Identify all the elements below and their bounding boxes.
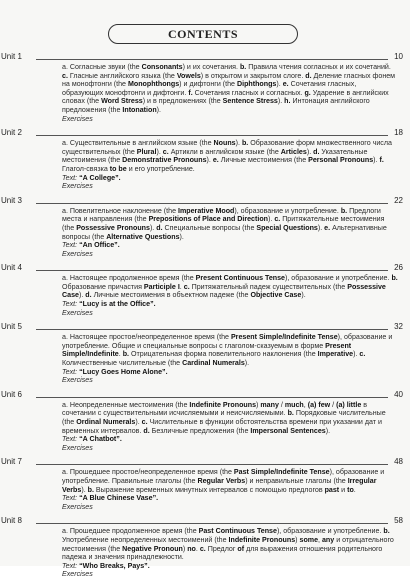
unit-entry-3[interactable] [0, 194, 410, 262]
unit-description: a. Согласные звуки (the Consonants) и их сочетания. b. Правила чтения согласных и их сочетаний. c. Гласные английского языка (the Vowels) в открытом и закрытом слоге. d. Деление гласных фонем на монофтонги (the Monophthongs) и дифтонги (the Diphthongs). e. Сочетания гласных, образующих монофтонги и дифтонги. f. Сочетания гласных и согласных. g. Ударение в английских словах (the Word Stress) и в предложениях (the Sentence Stress). h. Интонация английского предложения (the Intonation). Exercises [62, 63, 398, 126]
unit-description: a. Настоящее простое/неопределенное время (the Present Simple/Indefinite Tense), образование и употребление. Общие и специальные вопросы с глаголом-сказуемым в форме Present Simple/Indefinite. b. Отрицательная форма повелительного наклонения (the Imperative). c. Количественные числительные (the Cardinal Numerals). Text: “Lucy Goes Home Alone”. Exercises [62, 333, 398, 388]
reading-text [62, 300, 398, 309]
unit-heading [0, 514, 410, 527]
unit-heading [0, 261, 410, 274]
leader-line [36, 523, 388, 524]
unit-description: a. Настоящее продолженное время (the Present Continuous Tense), образование и употребление. b. Образование причастия Participle I. c. Притяжательный падеж существительных (the Possessive Case). d. Личные местоимения в объектном падеже (the Objective Case). Text: “Lucy is at the Office”. Exercises [62, 274, 398, 320]
text-prefix: Text: [62, 367, 78, 376]
unit-page-number: 22 [394, 195, 403, 205]
reading-text [62, 174, 398, 183]
exercises-label: Exercises [62, 570, 93, 579]
exercises-label: Exercises [62, 443, 93, 452]
contents-list [0, 50, 410, 582]
text-prefix: Text: [62, 561, 78, 570]
unit-entry-1[interactable] [0, 50, 410, 126]
leader-line [36, 270, 388, 271]
unit-description: a. Неопределенные местоимения (the Indefinite Pronouns) many / much, (a) few / (a) little в сочетании с существительными исчисляемыми и неисчисляемыми. b. Порядковые числительные (the Ordinal Numerals). c. Числительные в функции обстоятельства времени при указании дат и временных интервалов. d. Безличные предложения (the Impersonal Sentences). Text: “A Chatbot”. Exercises [62, 401, 398, 456]
reading-title: “Lucy Goes Home Alone”. [79, 367, 168, 376]
unit-label: Unit 6 [1, 389, 22, 399]
text-prefix: Text: [62, 494, 78, 503]
reading-text [62, 562, 398, 571]
unit-heading [0, 126, 410, 139]
unit-heading [0, 320, 410, 333]
unit-label: Unit 2 [1, 128, 22, 138]
exercises-label: Exercises [62, 249, 93, 258]
unit-page-number: 58 [394, 516, 403, 526]
leader-line [36, 464, 388, 465]
reading-title: “A College”. [79, 173, 121, 182]
reading-text [62, 494, 398, 503]
unit-entry-2[interactable] [0, 126, 410, 194]
unit-label: Unit 4 [1, 263, 22, 273]
reading-title: “An Office”. [79, 241, 120, 250]
unit-label: Unit 7 [1, 457, 22, 467]
text-prefix: Text: [62, 300, 78, 309]
unit-entry-8[interactable] [0, 514, 410, 582]
text-prefix: Text: [62, 241, 78, 250]
reading-text [62, 241, 398, 250]
reading-title: “Lucy is at the Office”. [79, 300, 156, 309]
leader-line [36, 329, 388, 330]
unit-heading [0, 194, 410, 207]
reading-title: “A Blue Chinese Vase”. [79, 494, 159, 503]
unit-page-number: 40 [394, 389, 403, 399]
leader-line [36, 397, 388, 398]
unit-entry-7[interactable] [0, 455, 410, 514]
reading-text [62, 435, 398, 444]
text-prefix: Text: [62, 173, 78, 182]
unit-page-number: 18 [394, 128, 403, 138]
unit-label: Unit 1 [1, 52, 22, 61]
reading-title: “A Chatbot”. [79, 435, 122, 444]
leader-line [36, 59, 388, 60]
contents-title [108, 24, 298, 44]
unit-page-number: 26 [394, 263, 403, 273]
unit-page-number: 32 [394, 322, 403, 332]
exercises-label: Exercises [62, 114, 93, 123]
unit-heading [0, 388, 410, 401]
contents-title-text: CONTENTS [167, 26, 239, 41]
unit-heading [0, 50, 410, 63]
unit-entry-6[interactable] [0, 388, 410, 456]
exercises-label: Exercises [62, 182, 93, 191]
unit-label: Unit 3 [1, 195, 22, 205]
unit-label: Unit 8 [1, 516, 22, 526]
reading-title: “Who Breaks, Pays”. [79, 561, 150, 570]
leader-line [36, 135, 388, 136]
unit-description: a. Прошедшее продолженное время (the Past Continuous Tense), образование и употребление. b. Употребление неопределенных местоимений (the Indefinite Pronouns) some, any и отрицательного местоимения (the Negative Pronoun) no. c. Предлог of для выражения отношения родительного падежа и значения принадлежности. Text: “Who Breaks, Pays”. Exercises [62, 527, 398, 582]
exercises-label: Exercises [62, 502, 93, 511]
unit-label: Unit 5 [1, 322, 22, 332]
text-prefix: Text: [62, 435, 78, 444]
unit-entry-5[interactable] [0, 320, 410, 388]
unit-heading [0, 455, 410, 468]
unit-description: a. Повелительное наклонение (the Imperative Mood), образование и употребление. b. Предлоги места и направления (the Prepositions of Place and Direction). c. Притяжательные местоимения (the Possessive Pronouns). d. Специальные вопросы (the Special Questions). e. Альтернативные вопросы (the Alternative Questions). Text: “An Office”. Exercises [62, 207, 398, 262]
unit-page-number: 48 [394, 457, 403, 467]
unit-page-number: 10 [394, 52, 403, 61]
unit-description: a. Существительные в английском языке (the Nouns). b. Образование форм множественного числа существительных (the Plural). c. Артикли в английском языке (the Articles). d. Указательные местоимения (the Demonstrative Pronouns). e. Личные местоимения (the Personal Pronouns). f. Глагол-связка to be и его употребление. Text: “A College”. Exercises [62, 139, 398, 194]
unit-entry-4[interactable] [0, 261, 410, 320]
exercises-label: Exercises [62, 376, 93, 385]
reading-text [62, 368, 398, 377]
leader-line [36, 203, 388, 204]
unit-description: a. Прошедшее простое/неопределенное время (the Past Simple/Indefinite Tense), образование и употребление. Правильные глаголы (the Regular Verbs) и неправильные глаголы (the Irregular Verbs). b. Выражение временных минутных интервалов с помощью предлогов past и to. Text: “A Blue Chinese Vase”. Exercises [62, 468, 398, 514]
exercises-label: Exercises [62, 308, 93, 317]
